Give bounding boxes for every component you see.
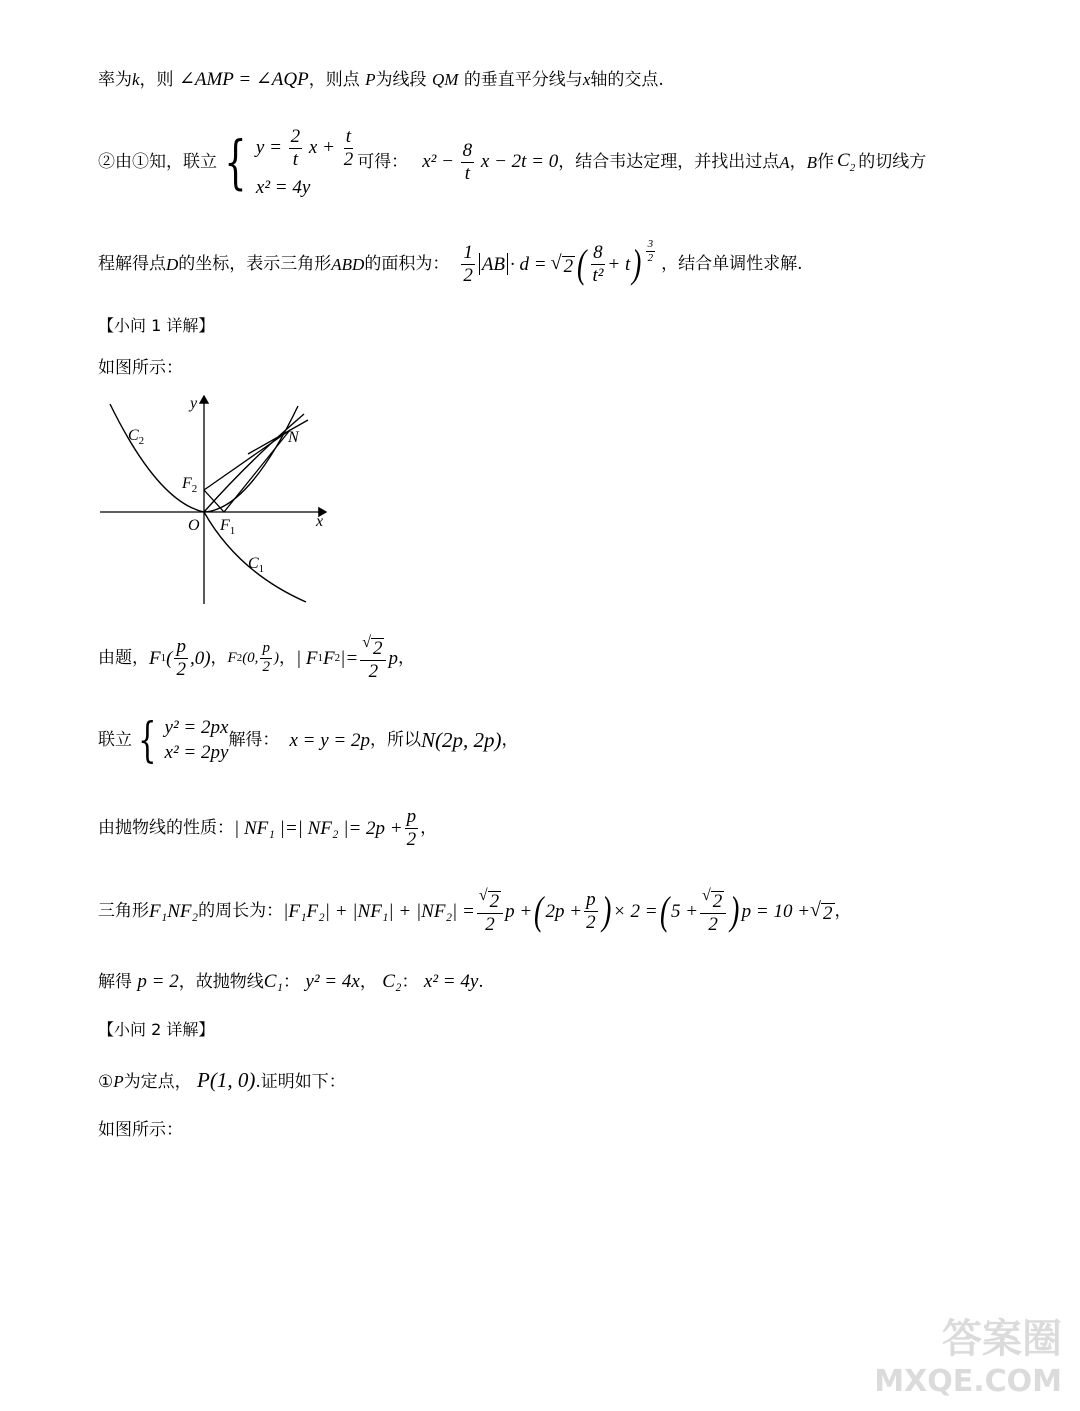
text: 的垂直平分线与 [463,70,583,90]
text-line-3: 程解得点 D 的坐标，表示三角形 ABD 的面积为： $\frac{1}{2}$ AB · d = √ 2 ( $\frac{8}{\text{t²}}$ + t ) $\frac{3}{2}$ ，结合单调性求解. [98,237,803,286]
text-line-8: 三角形 F₁NF₂ 的周长为： |F₁F₂| + |NF₁| + |NF₂| = √ 2 2 p + ( 2p + $\frac{p}{2}$ ) × 2 = ( 5 + √ 2 2 ) p = 10 + √ 2 ， [98,886,852,935]
system-row-2: x² = 4y [255,176,311,198]
text: ，则点 [308,70,360,90]
area-formula: $\frac{1}{2}$ AB · d = √ 2 ( $\frac{8}{\text{t²}}$ + t ) $\frac{3}{2}$ [463,237,654,286]
text: 率为 [98,70,132,90]
figure-caption-2: 如图所示： [98,1120,183,1140]
var-p: P [365,70,376,89]
figure-caption-1: 如图所示： [98,358,183,378]
var-x: x [582,70,591,89]
text-line-5: 由题， F 1 ( $\frac{p}{2}$ ,0) ， F 2 (0, $\frac{p}{2}$ ) ， | F 1 F 2 |= √ 2 2 p ， [98,633,415,682]
text-line-1 [98,70,664,89]
text: ，则 [139,70,174,90]
text: 可得： [357,151,409,172]
text: ，结合韦达定理，并找出过点 [558,151,780,172]
text-line-6: 联立 { y² = 2px x² = 2py 解得： x = y = 2p ，所以 N(2p, 2p) ， [98,712,519,768]
section-header-1: 【小问 1 详解】 [98,316,215,335]
angle-equation: ∠AMP = ∠AQP [178,69,309,90]
text-line-7: 由抛物线的性质： | NF₁ |=| NF₂ |= 2p + $\frac{p}{2}$ ， [98,805,438,850]
parabola-figure [98,392,338,607]
text-line-2: ②由①知，联立 { y = $\frac{2}{t}$ x + $\frac{t}{2}$ x² = 4y 可得： x² − $\frac{8}{t}$ x − 2t = 0 ，结合韦达定理，并找出过点 A ， B 作 $C_2$ 的切线方 [98,126,927,198]
line-through-n [248,420,308,454]
label-x: x [316,513,324,530]
watermark-logo: 答案圈 MXQE.COM [874,1316,1062,1399]
quadratic-equation: x² − $\frac{8}{t}$ x − 2t = 0 [422,139,559,184]
text: 轴的交点. [590,70,664,90]
system-row-1: y = $\frac{2}{t}$ x + $\frac{t}{2}$ [255,126,354,170]
segment-qm: QM [431,70,459,89]
label-n: N [288,429,299,446]
equation-system [217,127,357,197]
label-f1: $F_1$ [220,517,236,537]
section-header-2: 【小问 2 详解】 [98,1020,215,1039]
label-c2: $C_2$ [128,427,145,447]
segment-f1-n [224,430,290,512]
label-f2: $F_2$ [182,475,198,495]
var-k: k [132,70,140,89]
text: ②由①知，联立 [98,151,217,172]
brace: { [224,128,247,196]
text-line-11: ①P为定点， P(1, 0).证明如下： [98,1068,346,1092]
label-origin: O [188,517,200,534]
label-c1: $C_1$ [248,555,265,575]
label-y: y [190,395,198,412]
segment-f2-n [204,430,290,490]
text-line-9: 解得 p = 2，故抛物线C₁： y² = 4x， C₂： x² = 4y. [98,971,484,992]
text: 为线段 [375,70,427,90]
